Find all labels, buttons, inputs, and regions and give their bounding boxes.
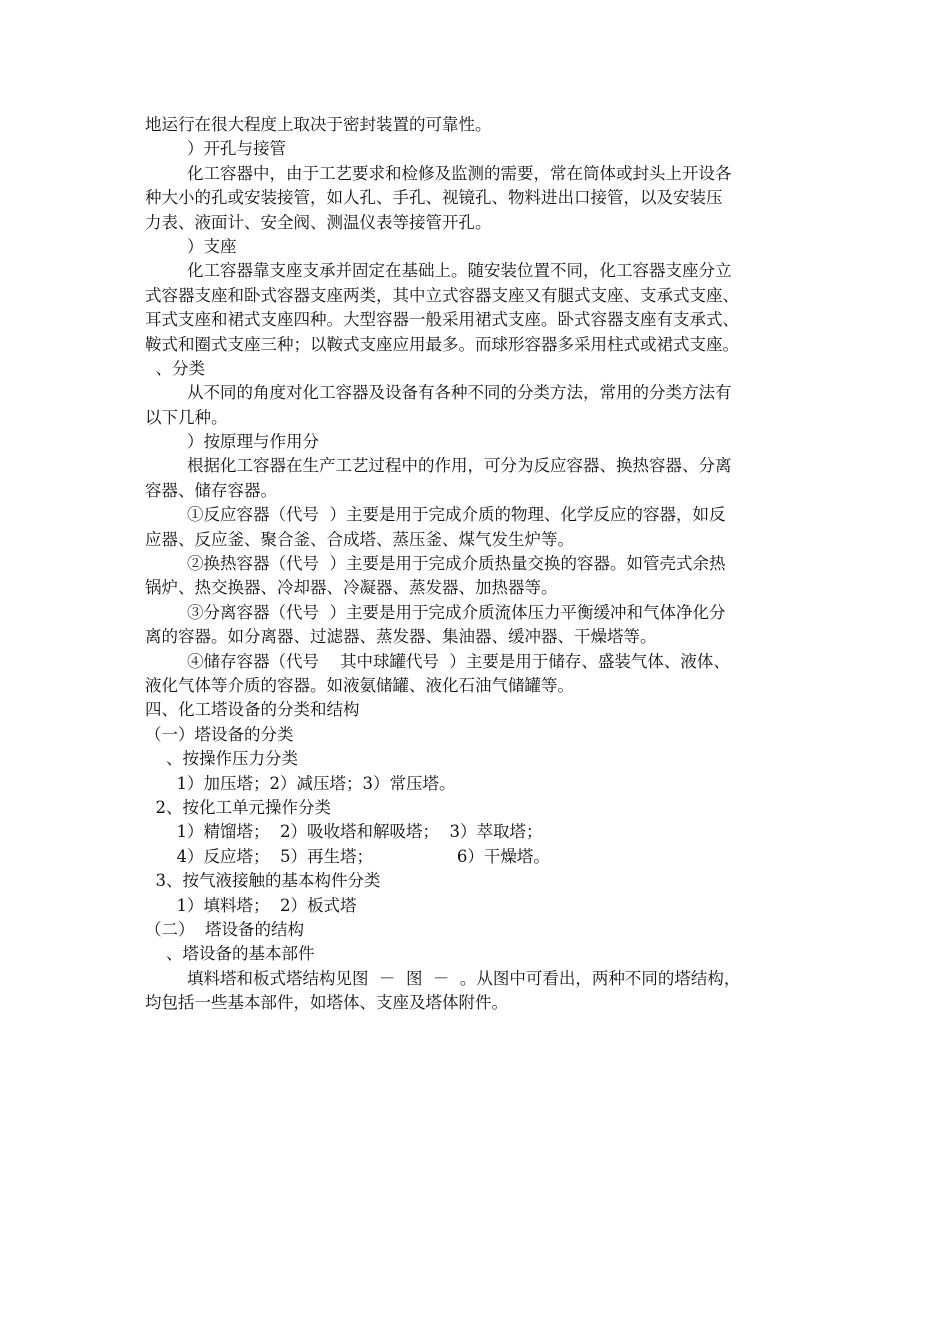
text-line: ④储存容器（代号 其中球罐代号 ）主要是用于储存、盛装气体、液体、	[145, 651, 730, 671]
text-line: 化工容器靠支座支承并固定在基础上。随安装位置不同，化工容器支座分立	[145, 261, 732, 281]
text-line: 耳式支座和裙式支座四种。大型容器一般采用裙式支座。卧式容器支座有支承式、	[145, 310, 739, 330]
text-line: 以下几种。	[145, 407, 228, 427]
section-heading-tower-equipment: 四、化工塔设备的分类和结构	[145, 700, 360, 720]
list-item: 1）加压塔；2）减压塔；3）常压塔。	[145, 773, 456, 793]
list-heading: 、按操作压力分类	[145, 749, 298, 769]
subheading-by-principle: ）按原理与作用分	[145, 432, 319, 452]
text-line: 式容器支座和卧式容器支座两类，其中立式容器支座又有腿式支座、支承式支座、	[145, 285, 739, 305]
list-item: 1）填料塔； 2）板式塔	[145, 895, 357, 915]
text-line: 液化气体等介质的容器。如液氨储罐、液化石油气储罐等。	[145, 675, 574, 695]
subheading-classification: 、分类	[145, 358, 205, 378]
text-line: ②换热容器（代号 ）主要是用于完成介质热量交换的容器。如管壳式余热	[145, 554, 726, 574]
subheading-supports: ）支座	[145, 236, 237, 256]
document-page	[145, 113, 810, 1015]
text-line: 均包括一些基本部件，如塔体、支座及塔体附件。	[145, 993, 508, 1013]
text-line: 应器、反应釜、聚合釜、合成塔、蒸压釜、煤气发生炉等。	[145, 529, 574, 549]
text-line: 从不同的角度对化工容器及设备有各种不同的分类方法，常用的分类方法有	[145, 383, 732, 403]
text-line: 化工容器中，由于工艺要求和检修及监测的需要，常在筒体或封头上开设各	[145, 163, 732, 183]
list-heading: 3、按气液接触的基本构件分类	[145, 871, 381, 891]
text-line: 容器、储存容器。	[145, 480, 277, 500]
text-line: 填料塔和板式塔结构见图 － 图 － 。从图中可看出，两种不同的塔结构，	[145, 968, 741, 988]
text-line: 地运行在很大程度上取决于密封装置的可靠性。	[145, 115, 492, 134]
subsection-heading-tower-classification: （一）塔设备的分类	[145, 724, 294, 744]
text-line: 种大小的孔或安装接管，如人孔、手孔、视镜孔、物料进出口接管，以及安装压	[145, 188, 723, 208]
list-item: 1）精馏塔； 2）吸收塔和解吸塔； 3）萃取塔；	[145, 822, 543, 842]
subsection-heading-tower-structure: （二） 塔设备的结构	[145, 919, 304, 939]
text-line: 锅炉、热交换器、冷却器、冷凝器、蒸发器、加热器等。	[145, 578, 558, 598]
text-line: 根据化工容器在生产工艺过程中的作用，可分为反应容器、换热容器、分离	[145, 456, 732, 476]
text-line: 离的容器。如分离器、过滤器、蒸发器、集油器、缓冲器、干燥塔等。	[145, 627, 657, 647]
list-heading: 2、按化工单元操作分类	[145, 797, 331, 817]
text-line: 鞍式和圈式支座三种；以鞍式支座应用最多。而球形容器多采用柱式或裙式支座。	[145, 334, 739, 354]
list-item: 4）反应塔； 5）再生塔； 6）干燥塔。	[145, 846, 550, 866]
subheading-openings: ）开孔与接管	[145, 139, 286, 159]
text-line: ①反应容器（代号 ）主要是用于完成介质的物理、化学反应的容器，如反	[145, 505, 726, 525]
list-heading: 、塔设备的基本部件	[145, 944, 315, 964]
text-line: 力表、液面计、安全阀、测温仪表等接管开孔。	[145, 212, 492, 232]
text-line: ③分离容器（代号 ）主要是用于完成介质流体压力平衡缓冲和气体净化分	[145, 602, 726, 622]
